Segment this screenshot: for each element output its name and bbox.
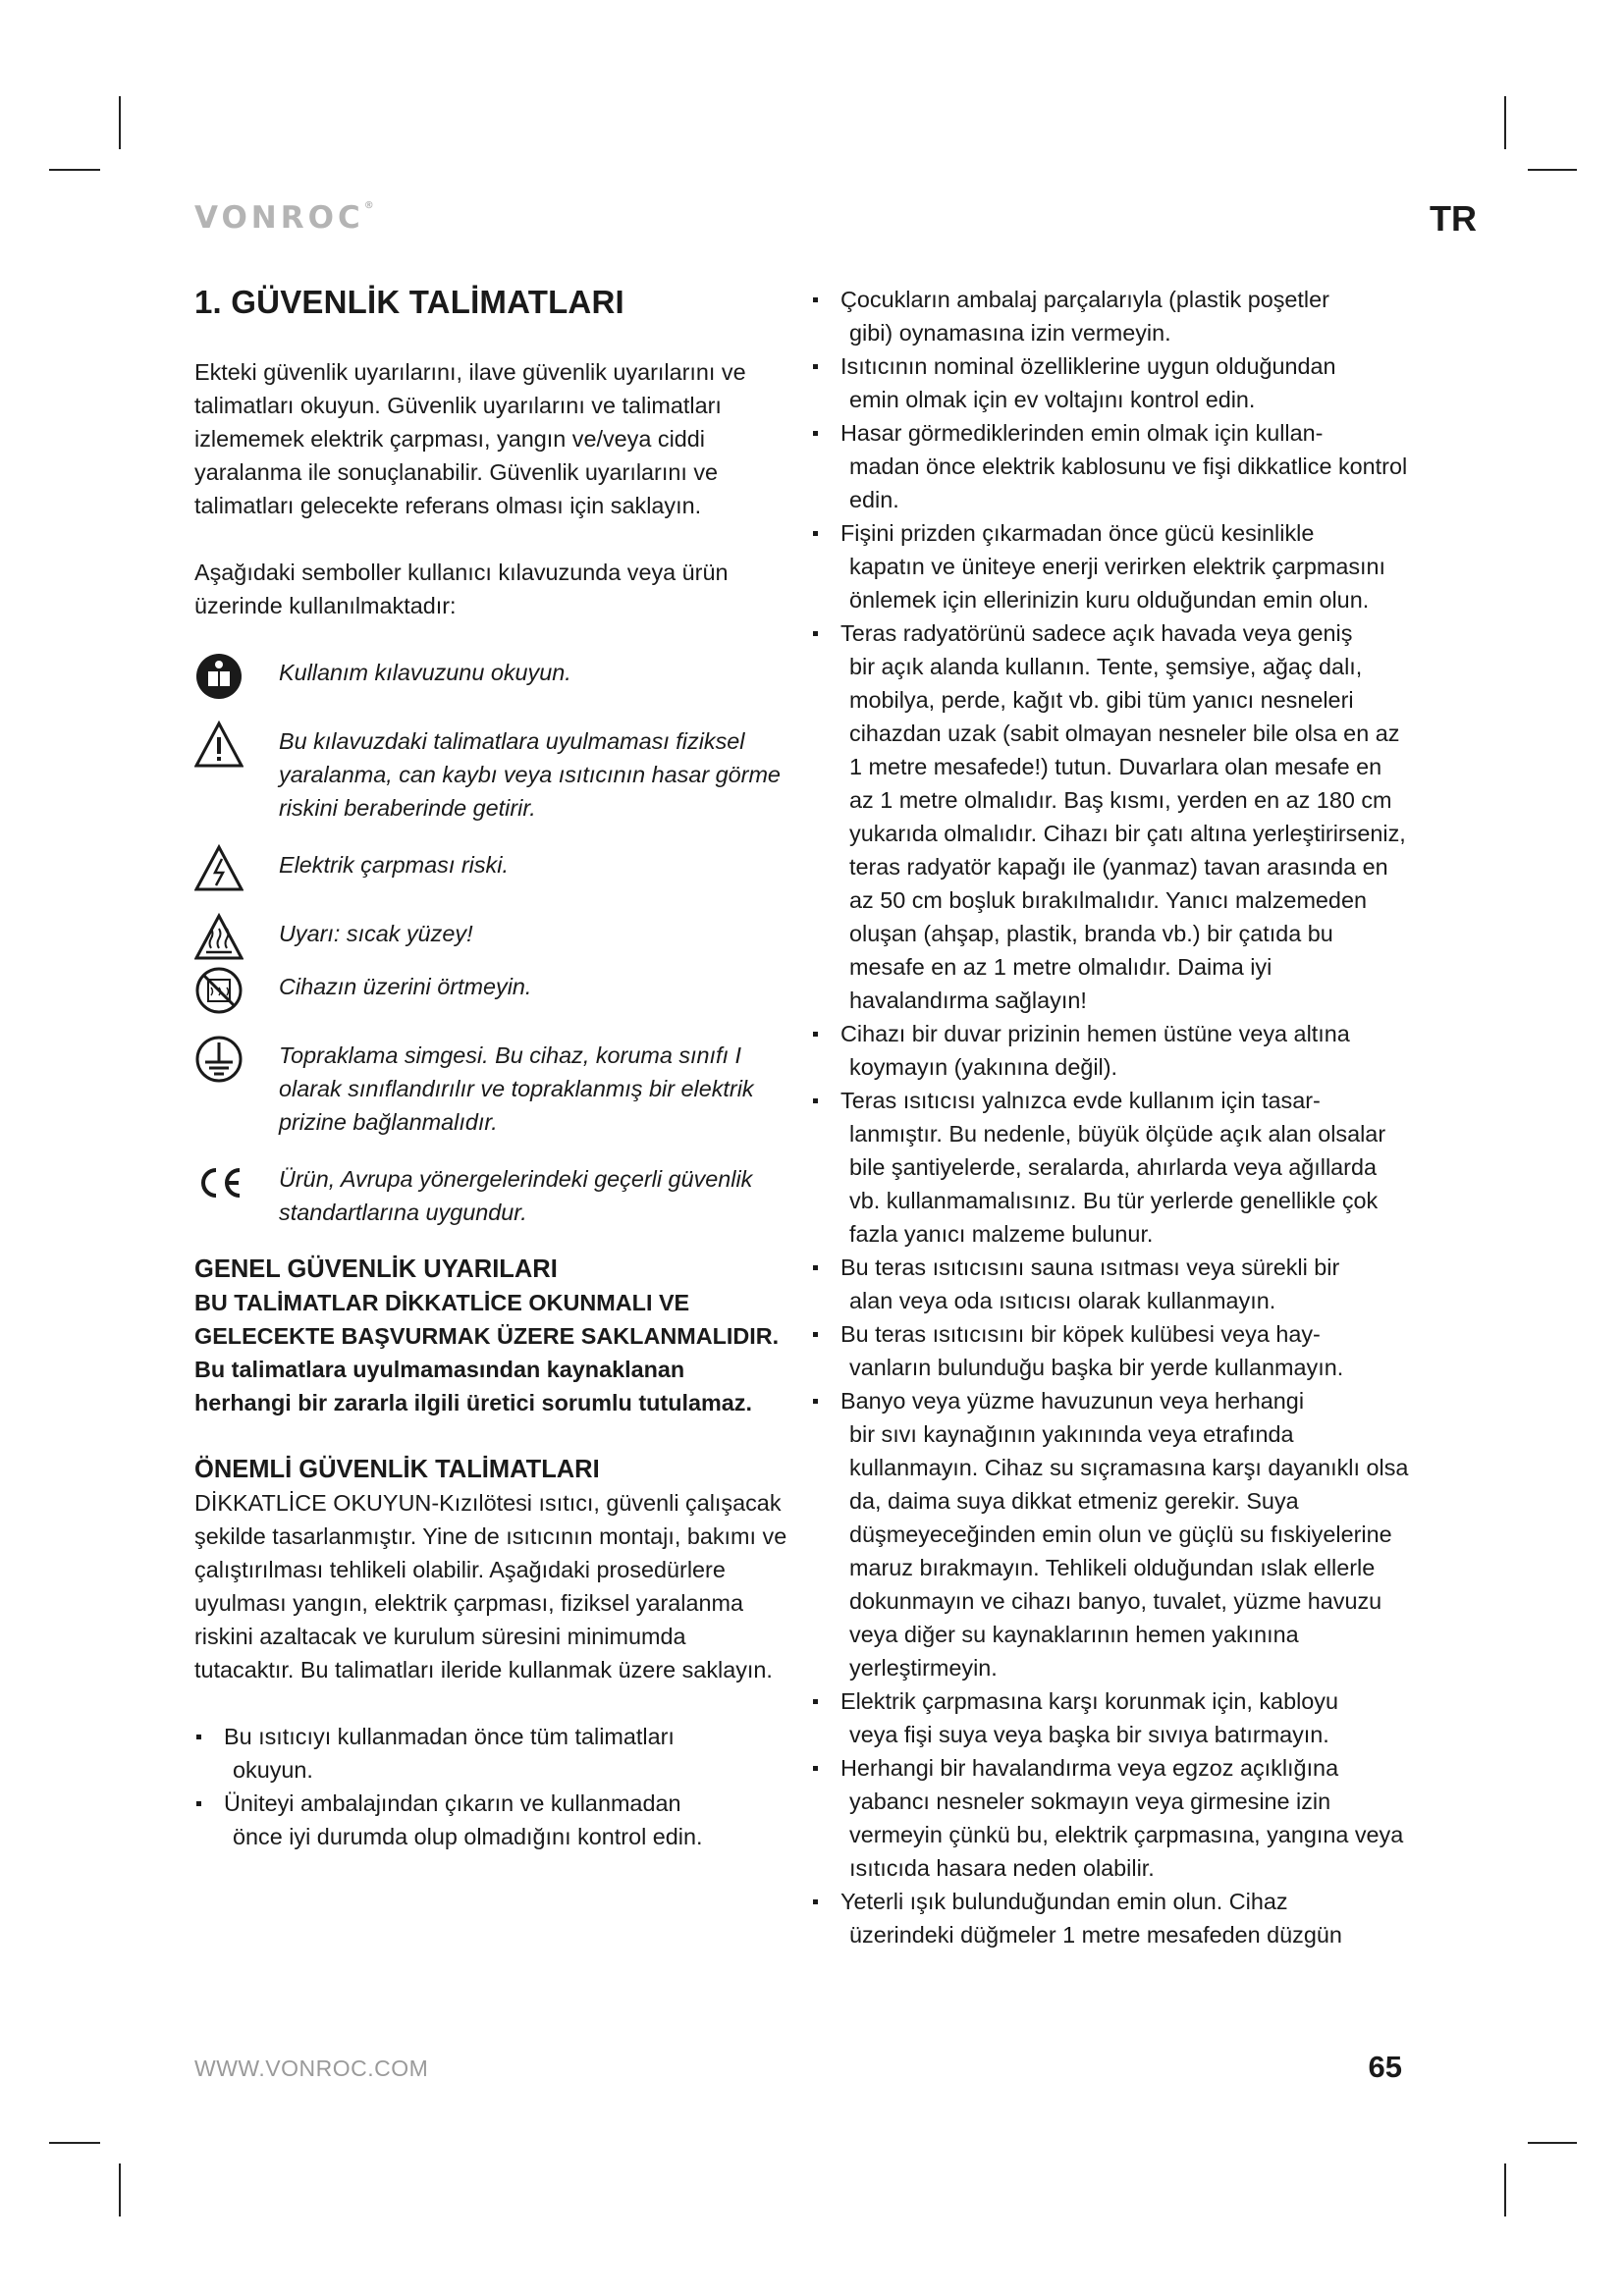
right-bullet-list <box>811 283 1412 1951</box>
left-bullet-list <box>194 1720 787 1853</box>
crop-mark <box>49 169 100 171</box>
page-number: 65 <box>1368 2050 1402 2084</box>
footer-url[interactable]: WWW.VONROC.COM <box>194 2056 429 2081</box>
list-item: Banyo veya yüzme havuzunun veya herhangi bir sıvı kaynağının yakınında veya etrafında kullanmayın. Cihaz su sıçramasına karşı dayanıklı olsa da, daima suya dikkat etmeniz gerekir. Suya düşmeyeceğinden emin olun ve güçlü su fıskiyelerine maruz bırakmayın. Tehlikeli olduğundan ıslak ellerle dokunmayın ve cihazı banyo, tuvalet, yüzme havuzu veya diğer su kaynaklarının hemen yakınına yerleştirmeyin. <box>811 1384 1412 1684</box>
crop-mark <box>49 2142 100 2144</box>
page-title: 1. GÜVENLİK TALİMATLARI <box>194 284 624 320</box>
list-item: Isıtıcının nominal özelliklerine uygun olduğundan emin olmak için ev voltajını kontrol edin. <box>811 349 1412 416</box>
general-safety-heading: GENEL GÜVENLİK UYARILARI <box>194 1255 558 1283</box>
list-item: Yeterli ışık bulunduğundan emin olun. Cihaz üzerindeki düğmeler 1 metre mesafeden düzgün <box>811 1885 1412 1951</box>
list-item: Bu ısıtıcıyı kullanmadan önce tüm talimatları okuyun. <box>194 1720 787 1787</box>
list-item: Fişini prizden çıkarmadan önce gücü kesinlikle kapatın ve üniteye enerji verirken elektrik çarpmasını önlemek için ellerinizin kuru olduğundan emin olun. <box>811 516 1412 616</box>
warning-icon <box>194 721 244 770</box>
earth-ground-icon <box>194 1035 244 1084</box>
symbol-item <box>194 1162 787 1229</box>
symbol-text: Uyarı: sıcak yüzey! <box>279 921 473 946</box>
symbol-item <box>194 1039 787 1139</box>
hot-surface-icon <box>194 913 244 962</box>
left-column <box>194 283 787 1853</box>
crop-mark <box>1504 2163 1506 2216</box>
list-item: Bu teras ısıtıcısını bir köpek kulübesi veya hay- vanların bulunduğu başka bir yerde kullanmayın. <box>811 1317 1412 1384</box>
list-item: Elektrik çarpmasına karşı korunmak için, kabloyu veya fişi suya veya başka bir sıvıya batırmayın. <box>811 1684 1412 1751</box>
symbol-text: Topraklama simgesi. Bu cihaz, koruma sınıfı I olarak sınıflandırılır ve topraklanmış bir elektrik prizine bağlanmalıdır. <box>279 1042 754 1135</box>
symbol-item <box>194 724 787 825</box>
crop-mark <box>1504 96 1506 149</box>
symbol-item <box>194 848 787 893</box>
list-item: Teras ısıtıcısı yalnızca evde kullanım için tasar- lanmıştır. Bu nedenle, büyük ölçüde açık alan olsalar bile şantiyelerde, seralarda, ahırlarda veya ağıllarda vb. kullanmamalısınız. Bu tür yerlerde genellikle çok fazla yanıcı malzeme bulunur. <box>811 1084 1412 1251</box>
list-item: Üniteyi ambalajından çıkarın ve kullanmadan önce iyi durumda olup olmadığını kontrol edin. <box>194 1787 787 1853</box>
crop-mark <box>119 2163 121 2216</box>
symbols-intro: Aşağıdaki semboller kullanıcı kılavuzunda veya ürün üzerinde kullanılmaktadır: <box>194 560 729 618</box>
list-item: Herhangi bir havalandırma veya egzoz açıklığına yabancı nesneler sokmayın veya girmesine izin vermeyin çünkü bu, elektrik çarpmasına, yangına veya ısıtıcıda hasara neden olabilir. <box>811 1751 1412 1885</box>
crop-mark <box>119 96 121 149</box>
intro-paragraph: Ekteki güvenlik uyarılarını, ilave güvenlik uyarılarını ve talimatları okuyun. Güvenlik uyarılarını ve talimatları izlememek elektrik çarpması, yangın ve/veya ciddi yaralanma ile sonuçlanabilir. Güvenlik uyarılarını ve talimatları gelecekte referans olması için saklayın. <box>194 359 746 518</box>
symbol-text: Ürün, Avrupa yönergelerindeki geçerli güvenlik standartlarına uygundur. <box>279 1166 753 1225</box>
general-safety-text: BU TALİMATLAR DİKKATLİCE OKUNMALI VE GELECEKTE BAŞVURMAK ÜZERE SAKLANMALIDIR. Bu talimatlara uyulmamasından kaynaklanan herhangi bir zararla ilgili üretici sorumlu tutulamaz. <box>194 1290 780 1415</box>
important-safety-text: DİKKATLİCE OKUYUN-Kızılötesi ısıtıcı, güvenli çalışacak şekilde tasarlanmıştır. Yine de ısıtıcının montajı, bakımı ve çalıştırılması tehlikeli olabilir. Aşağıdaki prosedürlere uyulması yangın, elektrik çarpması, fiziksel yaralanma riskini azaltacak ve kurulum süresini minimumda tutacaktır. Bu talimatları ileride kullanmak üzere saklayın. <box>194 1490 787 1682</box>
crop-mark <box>1528 169 1577 171</box>
list-item: Hasar görmediklerinden emin olmak için kullan- madan önce elektrik kablosunu ve fişi dikkatlice kontrol edin. <box>811 416 1412 516</box>
symbol-item <box>194 970 787 1015</box>
symbol-text: Elektrik çarpması riski. <box>279 852 509 878</box>
symbol-list <box>194 656 787 1229</box>
important-safety-heading: ÖNEMLİ GÜVENLİK TALİMATLARI <box>194 1456 600 1483</box>
symbol-item <box>194 656 787 701</box>
ce-mark-icon <box>194 1158 244 1207</box>
language-code: TR <box>1430 198 1477 239</box>
right-column <box>811 283 1412 1951</box>
read-manual-icon <box>194 652 244 701</box>
crop-mark <box>1528 2142 1577 2144</box>
do-not-cover-icon <box>194 966 244 1015</box>
list-item: Bu teras ısıtıcısını sauna ısıtması veya sürekli bir alan veya oda ısıtıcısı olarak kullanmayın. <box>811 1251 1412 1317</box>
symbol-text: Kullanım kılavuzunu okuyun. <box>279 660 571 685</box>
brand-logo: VONROC® <box>194 200 374 236</box>
symbol-item <box>194 917 787 962</box>
symbol-text: Bu kılavuzdaki talimatlara uyulmaması fiziksel yaralanma, can kaybı veya ısıtıcının hasar görme riskini beraberinde getirir. <box>279 728 781 821</box>
list-item: Cihazı bir duvar prizinin hemen üstüne veya altına koymayın (yakınına değil). <box>811 1017 1412 1084</box>
electric-shock-icon <box>194 844 244 893</box>
list-item: Çocukların ambalaj parçalarıyla (plastik poşetler gibi) oynamasına izin vermeyin. <box>811 283 1412 349</box>
symbol-text: Cihazın üzerini örtmeyin. <box>279 974 532 999</box>
list-item: Teras radyatörünü sadece açık havada veya geniş bir açık alanda kullanın. Tente, şemsiye, ağaç dalı, mobilya, perde, kağıt vb. gibi tüm yanıcı nesneleri cihazdan uzak (sabit olmayan nesneler bile olsa en az 1 metre mesafede!) tutun. Duvarlara olan mesafe en az 1 metre olmalıdır. Baş kısmı, yerden en az 180 cm yukarıda olmalıdır. Cihazı bir çatı altına yerleştirirseniz, teras radyatör kapağı ile (yanmaz) tavan arasında en az 50 cm boşluk bırakılmalıdır. Yanıcı malzemeden oluşan (ahşap, plastik, branda vb.) bir çatıda bu mesafe en az 1 metre olmalıdır. Daima iyi havalandırma sağlayın! <box>811 616 1412 1017</box>
